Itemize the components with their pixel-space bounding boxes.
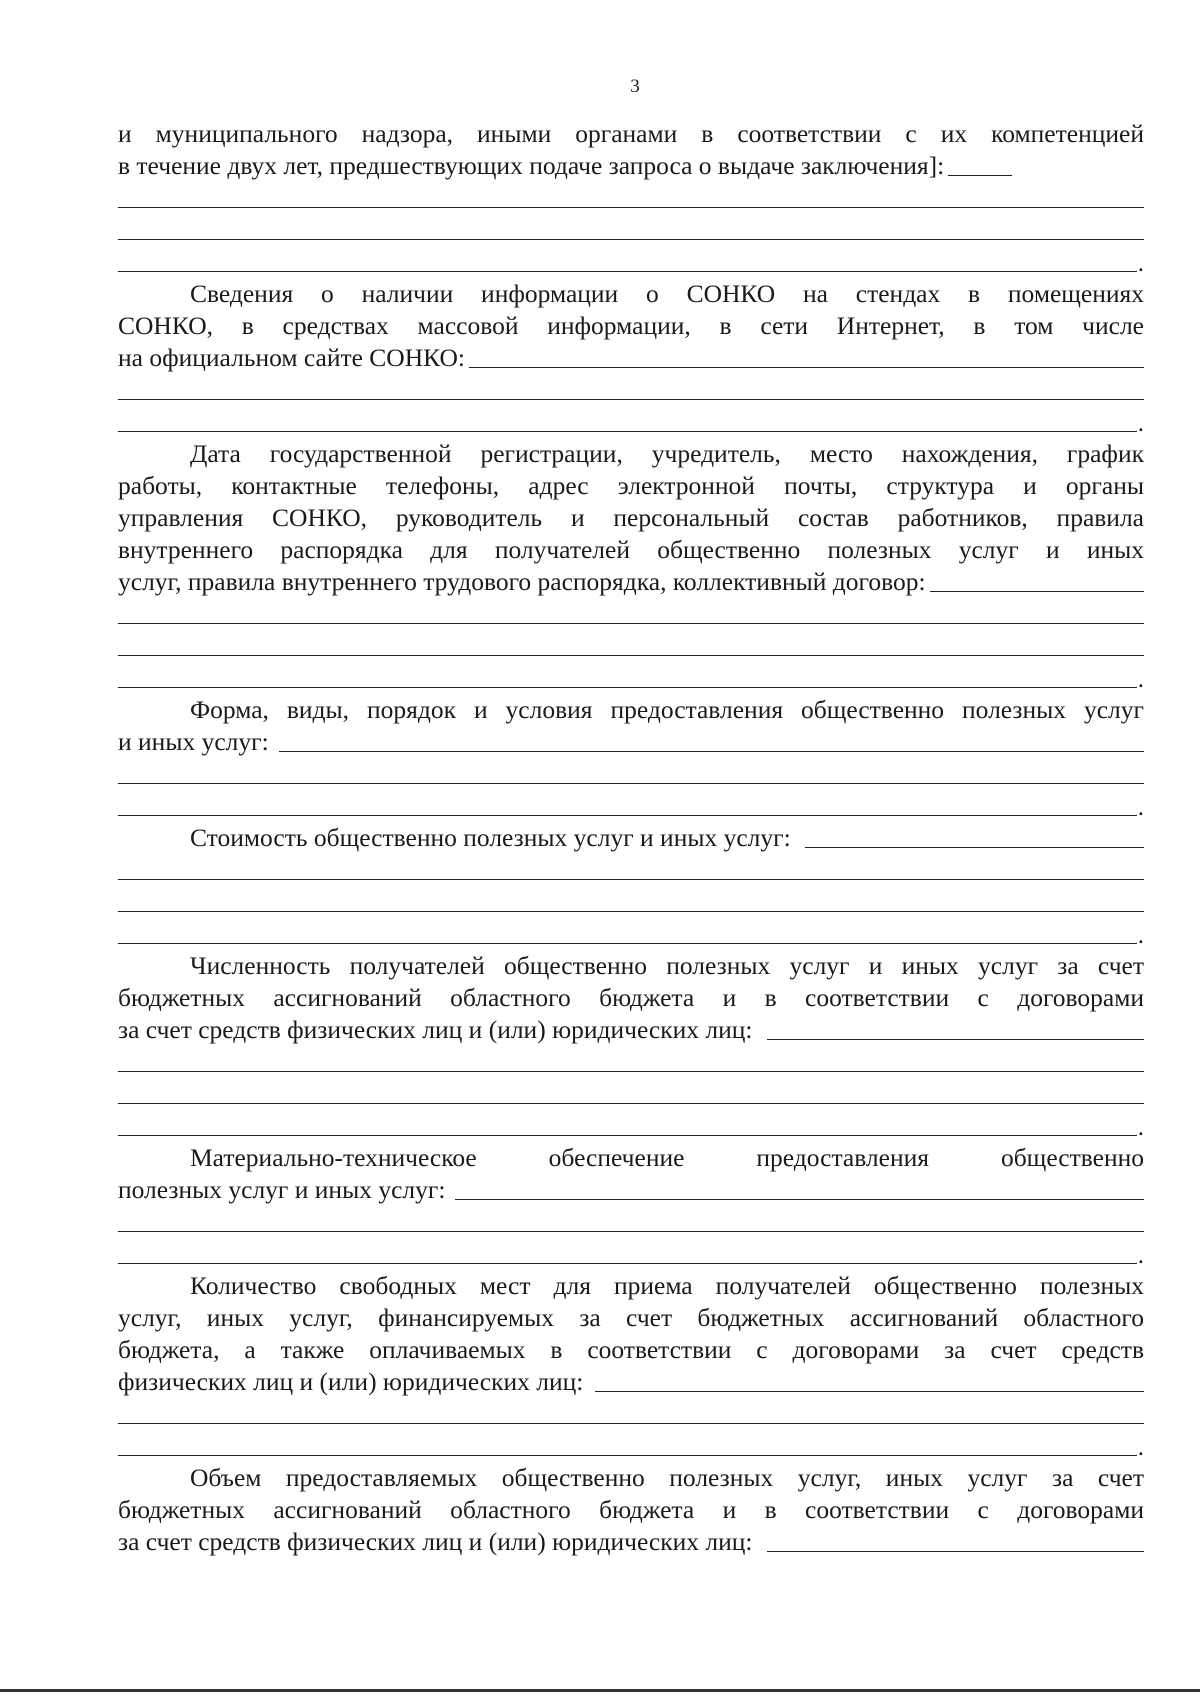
- paragraph-line: Сведения о наличии информации о СОНКО на стендах в помещениях: [190, 279, 1144, 308]
- section-material-support: [118, 1142, 1144, 1270]
- section-service-forms: [118, 694, 1144, 822]
- paragraph-line: Численность получателей общественно полезных услуг и иных услуг за счет: [190, 951, 1144, 980]
- blank-line[interactable]: [118, 1231, 1144, 1232]
- blank-line[interactable]: [118, 1071, 1144, 1072]
- paragraph-last-line: полезных услуг и иных услуг:: [118, 1175, 446, 1204]
- line-end-period: .: [1137, 1242, 1144, 1269]
- page-number: 3: [630, 76, 640, 97]
- paragraph-last-line: в течение двух лет, предшествующих подаче запроса о выдаче заключения]:: [118, 151, 945, 180]
- section-service-cost: [118, 822, 1144, 950]
- blank-line[interactable]: [118, 239, 1144, 240]
- blank-field-service-cost[interactable]: [805, 847, 1144, 848]
- blank-line[interactable]: [118, 1103, 1144, 1104]
- blank-line[interactable]: [118, 815, 1137, 816]
- blank-line[interactable]: [118, 1455, 1137, 1456]
- blank-field-material-support[interactable]: [455, 1199, 1144, 1200]
- page-bottom-edge: [0, 1689, 1200, 1692]
- blank-line[interactable]: [118, 271, 1137, 272]
- line-end-period: .: [1137, 1434, 1144, 1461]
- blank-field-recipients-count[interactable]: [767, 1039, 1145, 1040]
- paragraph-line: Объем предоставляемых общественно полезных услуг, иных услуг за счет: [190, 1463, 1144, 1492]
- paragraph-last-line: Стоимость общественно полезных услуг и иных услуг:: [190, 823, 791, 852]
- blank-field-service-volume[interactable]: [767, 1551, 1145, 1552]
- paragraph-line: СОНКО, в средствах массовой информации, в сети Интернет, в том числе: [118, 311, 1144, 340]
- paragraph-line: внутреннего распорядка для получателей общественно полезных услуг и иных: [118, 535, 1144, 564]
- section-inspections: [118, 118, 1144, 278]
- line-end-period: .: [1137, 922, 1144, 949]
- form-body: [118, 118, 1144, 1558]
- section-info-availability: [118, 278, 1144, 438]
- paragraph-line: услуг, иных услуг, финансируемых за счет бюджетных ассигнований областного: [118, 1303, 1144, 1332]
- line-end-period: .: [1137, 1114, 1144, 1141]
- paragraph-line: Дата государственной регистрации, учредитель, место нахождения, график: [190, 439, 1144, 468]
- blank-line[interactable]: [118, 207, 1144, 208]
- blank-field-registration-details[interactable]: [930, 591, 1144, 592]
- blank-line[interactable]: [118, 911, 1144, 912]
- section-free-places: [118, 1270, 1144, 1462]
- line-end-period: .: [1137, 410, 1144, 437]
- paragraph-last-line: и иных услуг:: [118, 727, 269, 756]
- section-recipients-count: [118, 950, 1144, 1142]
- section-registration-details: [118, 438, 1144, 694]
- blank-line[interactable]: [118, 943, 1137, 944]
- section-service-volume: [118, 1462, 1144, 1558]
- blank-line[interactable]: [118, 655, 1144, 656]
- paragraph-line: работы, контактные телефоны, адрес электронной почты, структура и органы: [118, 471, 1144, 500]
- paragraph-last-line: физических лиц и (или) юридических лиц:: [118, 1367, 584, 1396]
- blank-line[interactable]: [118, 1423, 1144, 1424]
- blank-line[interactable]: [118, 399, 1144, 400]
- paragraph-last-line: на официальном сайте СОНКО:: [118, 343, 466, 372]
- paragraph-line: Количество свободных мест для приема получателей общественно полезных: [190, 1271, 1144, 1300]
- blank-line[interactable]: [118, 879, 1144, 880]
- paragraph-line: бюджетных ассигнований областного бюджета и в соответствии с договорами: [118, 983, 1144, 1012]
- line-end-period: .: [1137, 250, 1144, 277]
- paragraph-line: бюджетных ассигнований областного бюджета и в соответствии с договорами: [118, 1495, 1144, 1524]
- blank-line[interactable]: [118, 687, 1137, 688]
- blank-field-service-forms[interactable]: [279, 751, 1144, 752]
- paragraph-last-line: за счет средств физических лиц и (или) юридических лиц:: [118, 1527, 753, 1556]
- blank-field-inspections[interactable]: [948, 175, 1012, 176]
- paragraph-line: управления СОНКО, руководитель и персональный состав работников, правила: [118, 503, 1144, 532]
- line-end-period: .: [1137, 794, 1144, 821]
- blank-line[interactable]: [118, 1135, 1137, 1136]
- blank-line[interactable]: [118, 431, 1137, 432]
- paragraph-last-line: услуг, правила внутреннего трудового распорядка, коллективный договор:: [118, 567, 926, 596]
- blank-line[interactable]: [118, 623, 1144, 624]
- blank-field-info-availability[interactable]: [469, 367, 1144, 368]
- blank-line[interactable]: [118, 1263, 1137, 1264]
- blank-line[interactable]: [118, 783, 1144, 784]
- blank-field-free-places[interactable]: [595, 1391, 1144, 1392]
- paragraph-last-line: за счет средств физических лиц и (или) юридических лиц:: [118, 1015, 753, 1044]
- paragraph-line: бюджета, а также оплачиваемых в соответствии с договорами за счет средств: [118, 1335, 1144, 1364]
- line-end-period: .: [1137, 666, 1144, 693]
- paragraph-line: и муниципального надзора, иными органами в соответствии с их компетенцией: [118, 119, 1144, 148]
- paragraph-line: Материально-техническое обеспечение предоставления общественно: [190, 1143, 1144, 1172]
- paragraph-line: Форма, виды, порядок и условия предоставления общественно полезных услуг: [190, 695, 1144, 724]
